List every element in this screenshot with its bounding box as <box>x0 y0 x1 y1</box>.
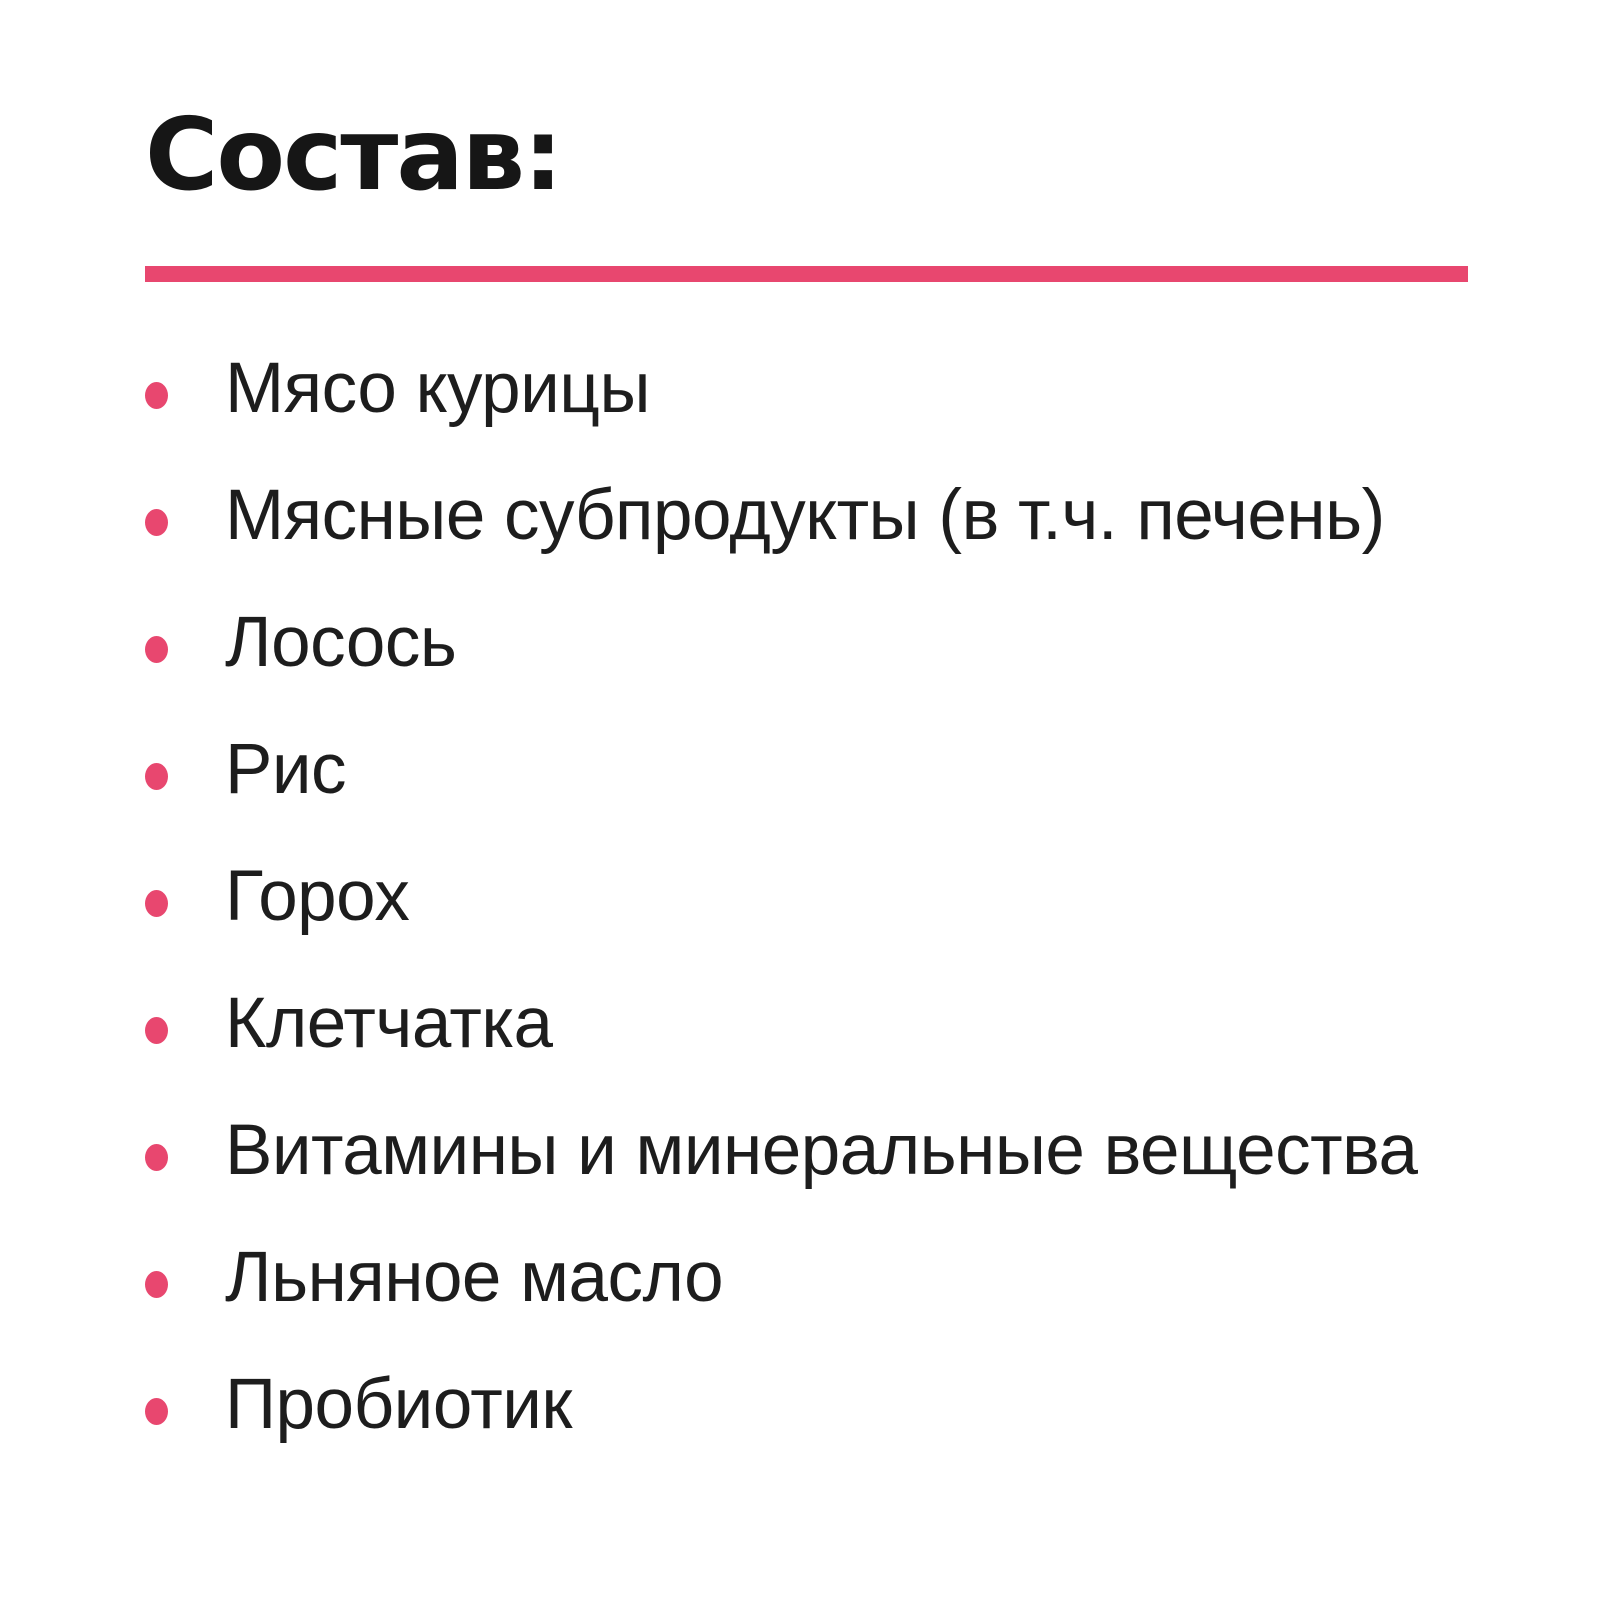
list-item <box>145 602 1470 682</box>
ingredient-label: Льняное масло <box>225 1237 724 1317</box>
list-item <box>145 1364 1470 1444</box>
list-item <box>145 475 1470 555</box>
ingredient-label: Витамины и минеральные вещества <box>225 1110 1418 1190</box>
bullet-icon <box>145 763 168 790</box>
ingredient-label: Мясные субпродукты (в т.ч. печень) <box>225 475 1385 555</box>
ingredient-label: Лосось <box>225 602 457 682</box>
page-title: Состав: <box>145 96 562 213</box>
ingredient-label: Мясо курицы <box>225 348 651 428</box>
bullet-icon <box>145 1017 168 1044</box>
title-underline <box>145 266 1468 282</box>
bullet-icon <box>145 1144 168 1171</box>
bullet-icon <box>145 636 168 663</box>
ingredient-label: Клетчатка <box>225 983 553 1063</box>
list-item <box>145 348 1470 428</box>
bullet-icon <box>145 1271 168 1298</box>
ingredient-label: Пробиотик <box>225 1364 572 1444</box>
list-item <box>145 1237 1470 1317</box>
bullet-icon <box>145 1398 168 1425</box>
ingredient-label: Горох <box>225 856 410 936</box>
bullet-icon <box>145 509 168 536</box>
list-item <box>145 856 1470 936</box>
list-item <box>145 983 1470 1063</box>
bullet-icon <box>145 890 168 917</box>
bullet-icon <box>145 382 168 409</box>
list-item <box>145 729 1470 809</box>
ingredients-list <box>145 348 1470 1444</box>
ingredient-label: Рис <box>225 729 347 809</box>
list-item <box>145 1110 1470 1190</box>
